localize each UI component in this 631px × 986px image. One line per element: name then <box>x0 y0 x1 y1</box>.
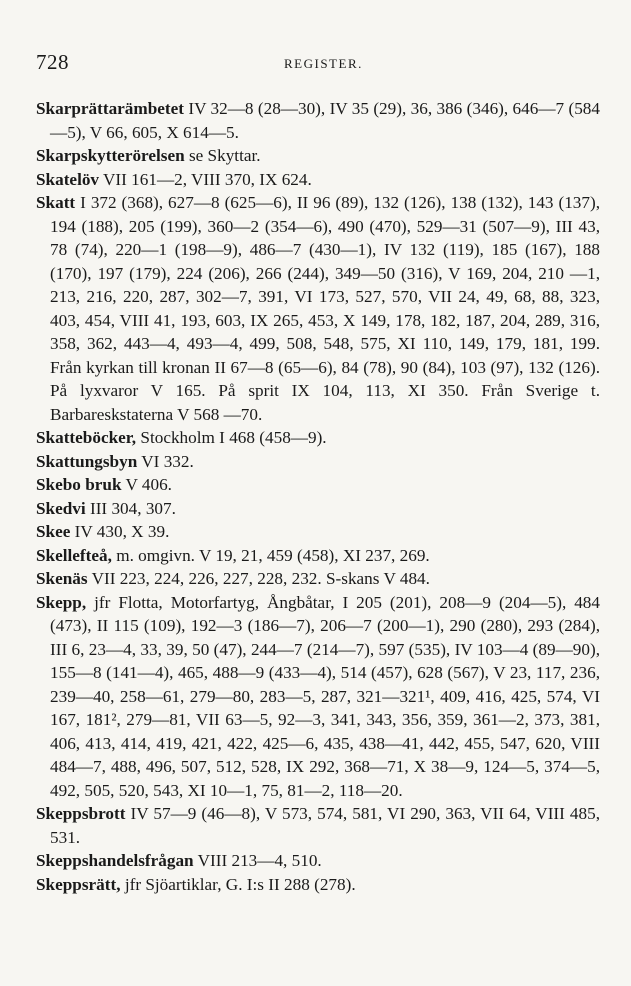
entry-headword: Skedvi <box>36 498 86 518</box>
entry-headword: Skebo bruk <box>36 475 122 494</box>
entry-headword: Skatt <box>36 193 76 212</box>
index-entry <box>36 873 600 897</box>
index-entry <box>36 168 600 192</box>
index-entry <box>36 450 600 474</box>
entry-headword: Skeppsbrott <box>36 804 126 823</box>
entry-headword: Skattungsbyn <box>36 451 138 471</box>
entry-references: V 406. <box>121 475 172 494</box>
entry-references: se Skyttar. <box>184 146 261 165</box>
index-entry <box>36 591 600 803</box>
entry-references: VIII 213—4, 510. <box>193 851 322 870</box>
entry-headword: Skarpskytterörelsen <box>36 146 185 165</box>
index-entry <box>36 497 600 521</box>
entry-references: VI 332. <box>137 451 194 471</box>
entry-headword: Skepp, <box>36 592 87 612</box>
entry-headword: Skee <box>36 522 71 541</box>
entry-references: VII 161—2, VIII 370, IX 624. <box>99 169 312 189</box>
index-entry <box>36 191 600 426</box>
index-entry <box>36 567 600 591</box>
entry-references: Stockholm I 468 (458—9). <box>136 428 327 447</box>
index-entry <box>36 849 600 873</box>
index-entry <box>36 144 600 168</box>
entry-headword: Skatteböcker, <box>36 428 137 447</box>
index-entry <box>36 473 600 497</box>
page-header <box>36 50 596 76</box>
entry-references: m. omgivn. V 19, 21, 459 (458), XI 237, 269. <box>111 545 430 565</box>
entry-references: jfr Sjöartiklar, G. I:s II 288 (278). <box>120 874 356 894</box>
index-entry <box>36 802 600 849</box>
index-entry <box>36 426 600 450</box>
entry-references: I 372 (368), 627—8 (625—6), II 96 (89), 132 (126), 138 (132), 143 (137), 194 (188), 205 (199), 360—2 (354—6), 490 (470), 529—31 (507—9), III 43, 78 (74), 220—1 (198—9), 486—7 (430—1), IV 132 (119), 185 (167), 188 (170), 197 (179), 224 (206), 266 (244), 349—50 (316), V 169, 204, 210 —1, 213, 216, 220, 287, 302—7, 391, VI 173, 527, 570, VII 24, 49, 68, 88, 323, 403, 454, VIII 41, 193, 603, IX 265, 453, X 149, 178, 182, 187, 204, 289, 316, 358, 362, 443—4, 493—4, 499, 508, 548, 575, XI 110, 149, 179, 181, 199. Från kyrkan till kronan II 67—8 (65—6), 84 (78), 90 (84), 103 (97), 132 (126). På lyxvaror V 165. På sprit IX 104, 113, XI 350. Från Sverige t. Barbareskstaterna V 568 —70. <box>50 193 600 424</box>
entry-headword: Skeppshandelsfrågan <box>36 851 194 870</box>
index-entry <box>36 520 600 544</box>
index-entry <box>36 97 600 144</box>
entry-references: IV 430, X 39. <box>70 522 170 541</box>
entry-references: IV 57—9 (46—8), V 573, 574, 581, VI 290, 363, VII 64, VIII 485, 531. <box>50 804 600 847</box>
entry-references: III 304, 307. <box>85 498 176 518</box>
entry-headword: Skatelöv <box>36 169 100 189</box>
entry-references: VII 223, 224, 226, 227, 228, 232. S-skans V 484. <box>87 569 430 588</box>
page-number: 728 <box>36 50 69 74</box>
entry-headword: Skeppsrätt, <box>36 874 121 894</box>
index-entry <box>36 544 600 568</box>
running-title: REGISTER. <box>284 56 363 71</box>
entry-references: jfr Flotta, Motorfartyg, Ångbåtar, I 205 (201), 208—9 (204—5), 484 (473), II 115 (109), 192—3 (186—7), 206—7 (200—1), 290 (280), 293 (284), III 6, 23—4, 33, 39, 50 (47), 244—7 (214—7), 597 (535), IV 103—4 (89—90), 155—8 (141—4), 465, 488—9 (433—4), 514 (457), 628 (567), V 23, 117, 236, 239—40, 258—61, 279—80, 283—5, 287, 321—321¹, 409, 416, 425, 574, VI 167, 181², 279—81, VII 63—5, 92—3, 341, 343, 356, 359, 361—2, 373, 381, 406, 413, 414, 419, 421, 422, 425—6, 435, 438—41, 442, 455, 547, 620, VIII 484—7, 488, 496, 507, 512, 528, IX 292, 368—71, X 38—9, 124—5, 374—5, 492, 505, 520, 543, XI 10—1, 75, 81—2, 118—20. <box>50 592 600 800</box>
entry-headword: Skellefteå, <box>36 545 112 565</box>
entry-references: IV 32—8 (28—30), IV 35 (29), 36, 386 (346), 646—7 (584—5), V 66, 605, X 614—5. <box>50 99 600 142</box>
index-entries <box>36 97 600 896</box>
entry-headword: Skenäs <box>36 569 88 588</box>
entry-headword: Skarprättarämbetet <box>36 99 184 118</box>
